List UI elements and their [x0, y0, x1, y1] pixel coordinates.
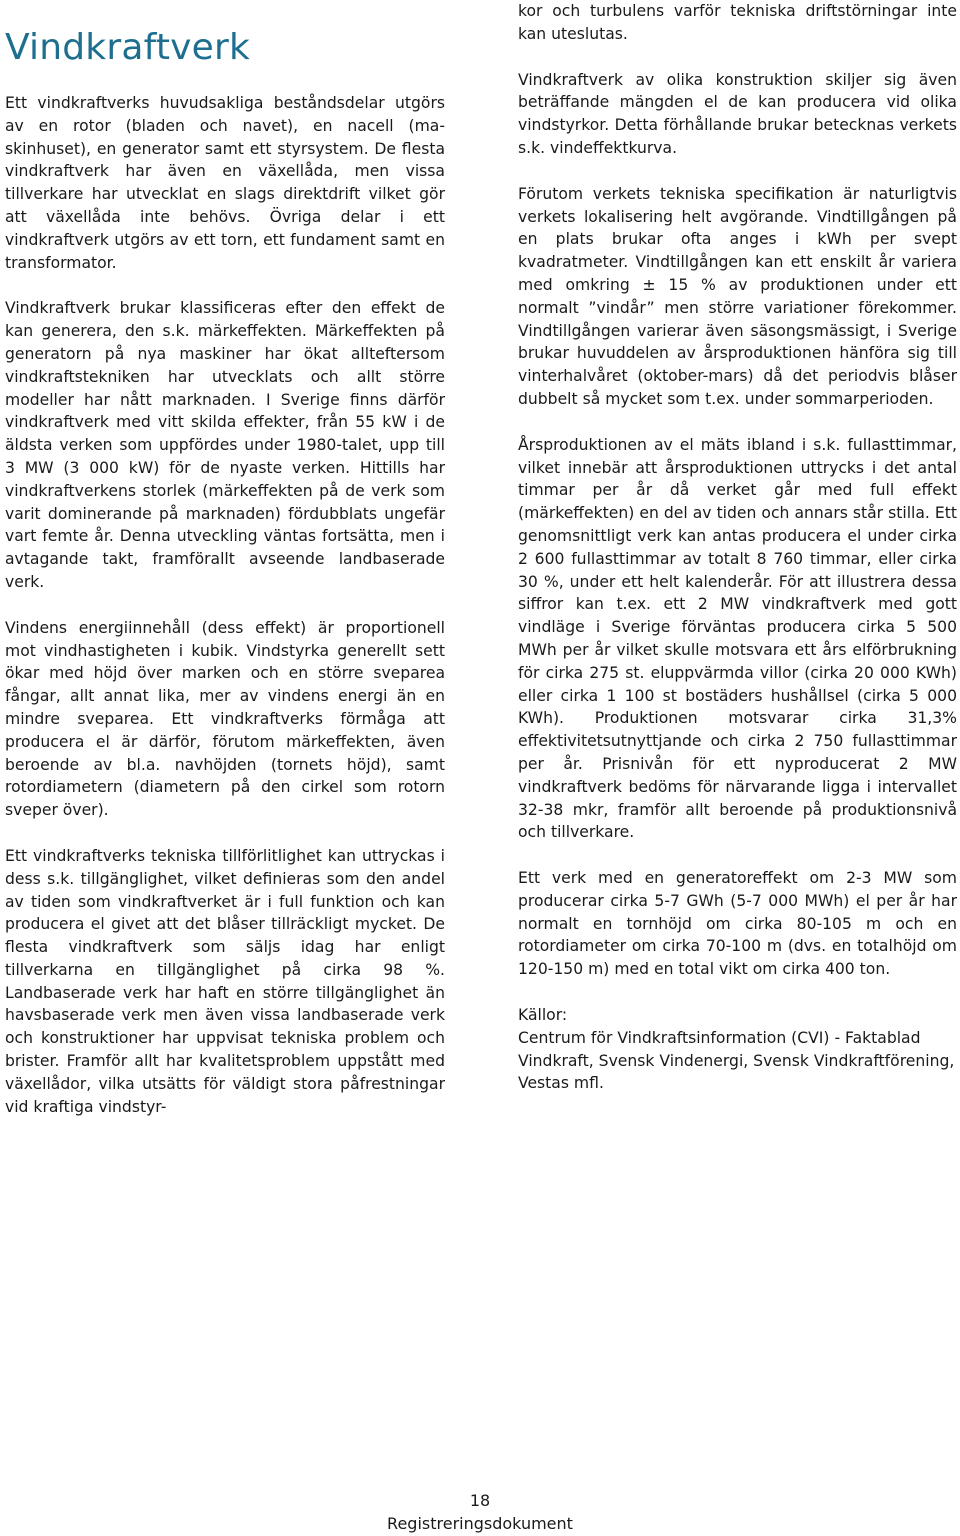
page-title: Vindkraftverk: [5, 27, 251, 69]
paragraph: Vindkraftverk brukar klassificeras efter den effekt de kan generera, den s.k. märkeffekten. Märkeffekten på generatorn på nya maskiner har ökat allteftersom vindkraftstekniken har utvecklats och allt större modeller har nått marknaden. I Sverige finns därför vindkraftverk med vitt skilda effekter, från 55 kW i de äldsta verken som uppfördes under 1980-talet, upp till 3 MW (3 000 kW) för de nyaste verken. Hittills har vindkraftverkens storlek (märkeffekten på de verk som varit dominerande på marknaden) fördubblats ungefär vart femte år. Denna utveckling väntas fortsätta, men i avtagande takt, framförallt avseende landbaserade verk.: [5, 299, 445, 591]
paragraph: Ett verk med en generatoreffekt om 2-3 MW som producerar cirka 5-7 GWh (5-7 000 MWh) el per år har normalt en tornhöjd om cirka 80-105 m och en rotordiameter om cirka 70-100 m (dvs. en totalhöjd om 120-150 m) med en total vikt om cirka 400 ton.: [518, 869, 957, 979]
sources-block: [518, 1004, 957, 1095]
paragraph: Vindkraftverk av olika konstruktion skiljer sig även beträffande mängden el de kan producera vid olika vindstyrkor. Detta förhållande brukar betecknas verkets s.k. vindeffektkurva.: [518, 70, 957, 157]
sources-label: Källor:: [518, 1006, 568, 1025]
right-column: [518, 0, 957, 1095]
paragraph: kor och turbulens varför tekniska driftstörningar inte kan uteslutas.: [518, 2, 957, 43]
page-number: 18: [469, 1491, 491, 1510]
paragraph: Ett vindkraftverks huvudsakliga beståndsdelar utgörs av en rotor (bladen och navet), en nacell (maskinhuset), en generator samt ett styrsystem. De flesta vindkraftverk har även en växellåda, men vissa tillverkare har utvecklat en slags direktdrift vilket gör att växellåda inte behövs. Övriga delar i ett vindkraftverk utgörs av ett torn, ett fundament samt en transformator.: [5, 94, 445, 272]
paragraph: Vindens energiinnehåll (dess effekt) är proportionell mot vindhastigheten i kubik. Vindstyrka generellt sett ökar med höjd över marken och en större sveparea fångar, allt annat lika, mer av vindens energi än en mindre sveparea. Ett vindkraftverks förmåga att producera el är därför, förutom märkeffekten, även beroende av bl.a. navhöjden (tornets höjd), samt rotordiametern (diametern på den cirkel som rotorn sveper över).: [5, 618, 445, 820]
document-label: Registreringsdokument: [387, 1514, 573, 1533]
paragraph: Ett vindkraftverks tekniska tillförlitlighet kan uttryckas i dess s.k. tillgänglighet, vilket definieras som den andel av tiden som vindkraftverket är i full funktion och kan producera el givet att det blåser tillräckligt mycket. De flesta vindkraftverk som säljs idag har enligt tillverkarna en tillgänglighet på cirka 98 %. Landbaserade verk har haft en större tillgänglighet än havsbaserade verk men även vissa landbaserade verk och konstruktioner har uppvisat tekniska problem och brister. Framför allt har kvalitetsproblem uppstått med växellådor, vilka utsätts för väldigt stora påfrestningar vid kraftiga vindstyr-: [5, 846, 445, 1116]
paragraph: Årsproduktionen av el mäts ibland i s.k. fullasttimmar, vilket innebär att årsproduktionen uttrycks i det antal timmar per år då verket går med full effekt (märkeffekten) en del av tiden och annars står stilla. Ett genomsnittligt verk kan antas producera el under cirka 2 600 fullasttimmar av totalt 8 760 timmar, eller cirka 30 %, under ett helt kalenderår. För att illustrera dessa siffror kan t.ex. ett 2 MW vindkraftverk med gott vindläge i Sverige förväntas producera cirka 5 500 MWh per år vilket skulle motsvara ett års elförbrukning för cirka 275 st. eluppvärmda villor (cirka 20 000 KWh) eller cirka 1 100 st bostäders hushållsel (cirka 5 000 KWh). Produktionen motsvarar cirka 31,3% effektivitetsutnyttjande och cirka 2 750 fullasttimmar per år. Prisnivån för ett nyproducerat 2 MW vindkraftverk bedöms för närvarande ligga i intervallet 32-38 mkr, framför allt beroende på produktionsnivå och tillverkare.: [518, 435, 957, 842]
left-column: [5, 92, 445, 1118]
sources-text: Centrum för Vindkraftsinformation (CVI) - Faktablad Vindkraft, Svensk Vindenergi, Svensk Vindkraftförening, Vestas mfl.: [518, 1028, 955, 1093]
paragraph: Förutom verkets tekniska specifikation är naturligtvis verkets lokalisering helt avgörande. Vindtillgången på en plats brukar ofta anges i kWh per svept kvadratmeter. Vindtillgången kan ett enskilt år variera med omkring ± 15 % av produktionen under ett normalt ”vindår” men större variationer förekommer. Vindtillgången varierar även säsongsmässigt, i Sverige brukar huvuddelen av årsproduktionen hänföra sig till vinterhalvåret (oktober-mars) då det periodvis blåser dubbelt så mycket som t.ex. under sommarperioden.: [518, 184, 957, 408]
